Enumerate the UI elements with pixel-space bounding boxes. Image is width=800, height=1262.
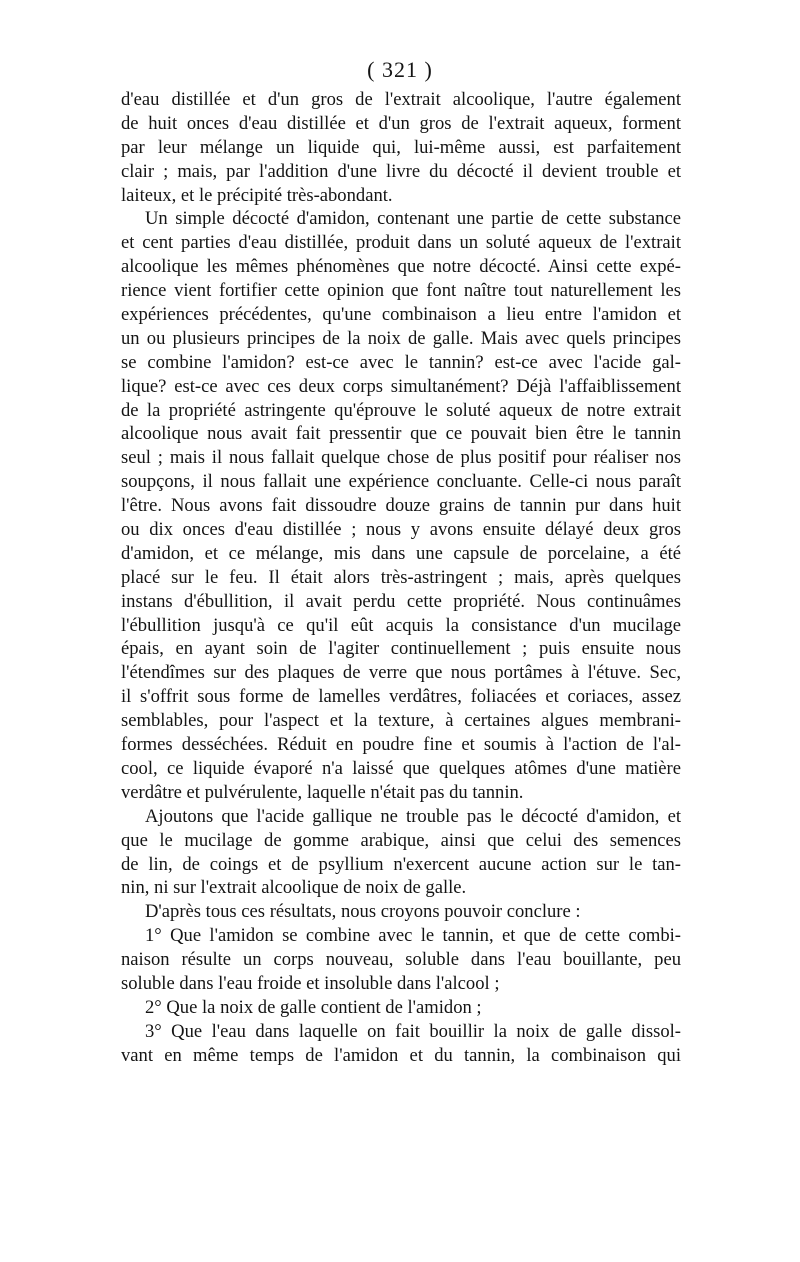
- text-line: lique? est-ce avec ces deux corps simultanément? Déjà l'affaiblissement: [121, 375, 681, 397]
- text-line: alcoolique les mêmes phénomènes que notre décocté. Ainsi cette expé-: [121, 256, 681, 278]
- text-line: un ou plusieurs principes de la noix de galle. Mais avec quels principes: [121, 327, 681, 349]
- text-line: soluble dans l'eau froide et insoluble dans l'alcool ;: [121, 972, 500, 994]
- text-line: naison résulte un corps nouveau, soluble dans l'eau bouillante, peu: [121, 949, 681, 971]
- text-line: soupçons, il nous fallait une expérience concluante. Celle-ci nous paraît: [121, 471, 681, 493]
- text-line: cool, ce liquide évaporé n'a laissé que quelques atômes d'une matière: [121, 757, 681, 779]
- text-line: l'étendîmes sur des plaques de verre que nous portâmes à l'étuve. Sec,: [121, 662, 681, 684]
- text-line: expériences précédentes, qu'une combinaison a lieu entre l'amidon et: [121, 304, 681, 326]
- text-line: se combine l'amidon? est-ce avec le tannin? est-ce avec l'acide gal-: [121, 351, 681, 373]
- text-line: 3° Que l'eau dans laquelle on fait bouillir la noix de galle dissol-: [145, 1020, 681, 1042]
- text-line: l'ébullition jusqu'à ce qu'il eût acquis la consistance d'un mucilage: [121, 614, 681, 636]
- text-line: de lin, de coings et de psyllium n'exercent aucune action sur le tan-: [121, 853, 681, 875]
- text-line: par leur mélange un liquide qui, lui-même aussi, est parfaitement: [121, 136, 681, 158]
- text-line: Ajoutons que l'acide gallique ne trouble pas le décocté d'amidon, et: [145, 805, 681, 827]
- text-line: d'eau distillée et d'un gros de l'extrait alcoolique, l'autre également: [121, 89, 681, 110]
- text-line: l'être. Nous avons fait dissoudre douze grains de tannin pur dans huit: [121, 495, 681, 517]
- text-line: de la propriété astringente qu'éprouve le soluté aqueux de notre extrait: [121, 399, 681, 421]
- text-line: clair ; mais, par l'addition d'une livre du décocté il devient trouble et: [121, 160, 681, 182]
- text-line: verdâtre et pulvérulente, laquelle n'était pas du tannin.: [121, 781, 524, 803]
- text-line: alcoolique nous avait fait pressentir que ce pouvait bien être le tannin: [121, 423, 681, 445]
- text-line: ou dix onces d'eau distillée ; nous y avons ensuite délayé deux gros: [121, 519, 681, 541]
- text-line: épais, en ayant soin de l'agiter continuellement ; puis ensuite nous: [121, 638, 681, 660]
- text-line: instans d'ébullition, il avait perdu cette propriété. Nous continuâmes: [121, 590, 681, 612]
- text-line: il s'offrit sous forme de lamelles verdâtres, foliacées et coriaces, assez: [121, 686, 681, 708]
- text-line: Un simple décocté d'amidon, contenant une partie de cette substance: [145, 208, 681, 230]
- text-line: formes desséchées. Réduit en poudre fine et soumis à l'action de l'al-: [121, 734, 681, 756]
- text-line: de huit onces d'eau distillée et d'un gros de l'extrait aqueux, forment: [121, 112, 681, 134]
- body-text: [121, 88, 681, 1068]
- text-line: 1° Que l'amidon se combine avec le tannin, et que de cette combi-: [145, 925, 681, 947]
- text-line: semblables, pour l'aspect et la texture, à certaines algues membrani-: [121, 710, 681, 732]
- text-line: seul ; mais il nous fallait quelque chose de plus positif pour réaliser nos: [121, 447, 681, 469]
- page-number: ( 321 ): [367, 57, 433, 82]
- text-line: laiteux, et le précipité très-abondant.: [121, 184, 393, 206]
- text-line: D'après tous ces résultats, nous croyons pouvoir conclure :: [145, 901, 581, 923]
- text-line: d'amidon, et ce mélange, mis dans une capsule de porcelaine, a été: [121, 542, 681, 564]
- text-line: que le mucilage de gomme arabique, ainsi que celui des semences: [121, 829, 681, 851]
- text-line: 2° Que la noix de galle contient de l'amidon ;: [145, 996, 482, 1018]
- text-line: placé sur le feu. Il était alors très-astringent ; mais, après quelques: [121, 566, 681, 588]
- text-line: et cent parties d'eau distillée, produit dans un soluté aqueux de l'extrait: [121, 232, 681, 254]
- text-line: vant en même temps de l'amidon et du tannin, la combinaison qui: [121, 1044, 681, 1066]
- text-line: rience vient fortifier cette opinion que font naître tout naturellement les: [121, 280, 681, 302]
- text-line: nin, ni sur l'extrait alcoolique de noix de galle.: [121, 877, 467, 899]
